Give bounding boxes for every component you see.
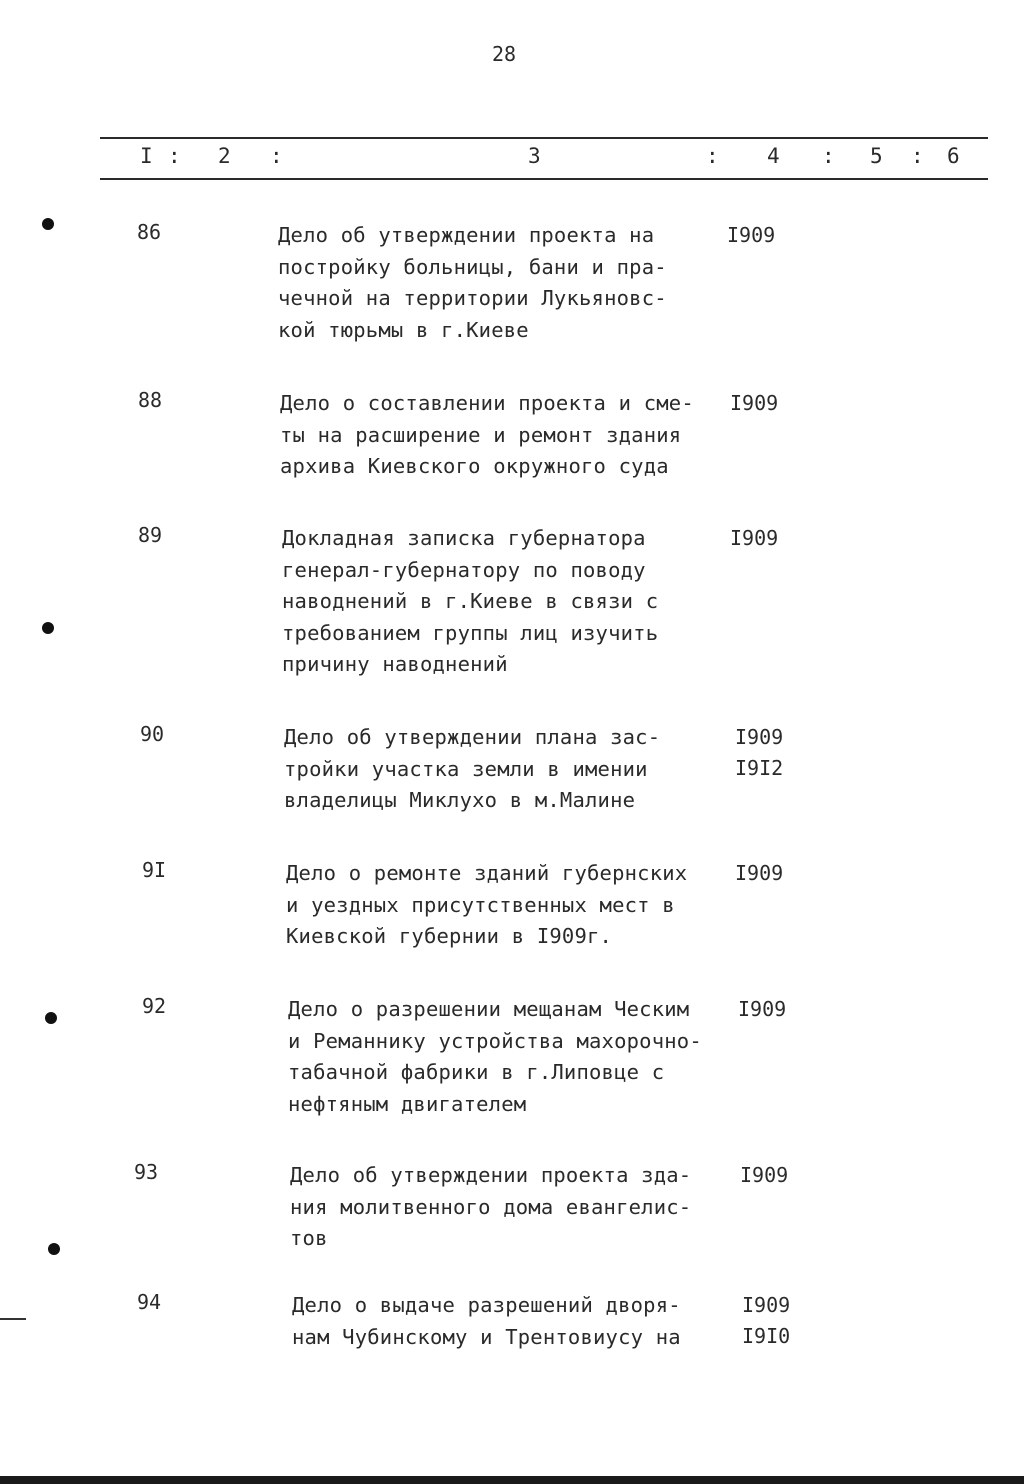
column-separator: : [706, 144, 719, 168]
record-years: I909 [738, 997, 787, 1021]
table-header-bottom-rule [100, 178, 988, 180]
punch-hole-mark [42, 218, 54, 230]
record-title: Дело об утверждении плана зас- тройки участка земли в имении владелицы Миклухо в м.Малине [284, 725, 661, 812]
record-number: 9I [142, 858, 167, 882]
record-number: 92 [142, 994, 167, 1018]
record-number: 94 [137, 1290, 162, 1314]
column-header-3: 3 [528, 144, 541, 168]
scan-bottom-edge [0, 1476, 1024, 1484]
column-separator: : [168, 144, 181, 168]
record-title: Дело о ремонте зданий губернских и уездных присутственных мест в Киевской губернии в I909г. [286, 861, 688, 948]
record-number: 88 [138, 388, 163, 412]
record-title: Дело об утверждении проекта на постройку больницы, бани и пра- чечной на территории Лукьяновс- кой тюрьмы в г.Киеве [278, 223, 667, 342]
record-title: Дело об утверждении проекта зда- ния молитвенного дома евангелис- тов [290, 1163, 692, 1250]
column-separator: : [822, 144, 835, 168]
page-number: 28 [492, 42, 517, 66]
record-years: I909 [727, 223, 776, 247]
punch-hole-mark [45, 1012, 57, 1024]
record-title: Докладная записка губернатора генерал-губернатору по поводу наводнений в г.Киеве в связи с требованием группы лиц изучить причину наводнений [282, 526, 659, 676]
column-header-4: 4 [767, 144, 780, 168]
column-header-5: 5 [870, 144, 883, 168]
record-number: 93 [134, 1160, 159, 1184]
record-years: I909 [730, 391, 779, 415]
record-title: Дело о составлении проекта и сме- ты на расширение и ремонт здания архива Киевского окружного суда [280, 391, 694, 478]
record-number: 86 [137, 220, 162, 244]
record-title: Дело о разрешении мещанам Ческим и Реманнику устройства махорочно- табачной фабрики в г.Липовце с нефтяным двигателем [288, 997, 702, 1116]
record-number: 89 [138, 523, 163, 547]
punch-hole-mark [42, 622, 54, 634]
column-header-1: I [140, 144, 153, 168]
record-title: Дело о выдаче разрешений дворя- нам Чубинскому и Трентовиусу на [292, 1293, 681, 1349]
record-years: I909 I9I2 [735, 725, 784, 780]
record-years: I909 [740, 1163, 789, 1187]
column-header-2: 2 [218, 144, 231, 168]
column-header-row [0, 144, 1024, 174]
column-header-6: 6 [947, 144, 960, 168]
margin-mark [0, 1318, 26, 1320]
record-years: I909 [735, 861, 784, 885]
record-years: I909 [730, 526, 779, 550]
column-separator: : [911, 144, 924, 168]
record-years: I909 I9I0 [742, 1293, 791, 1348]
record-number: 90 [140, 722, 165, 746]
table-top-rule [100, 137, 988, 139]
column-separator: : [270, 144, 283, 168]
punch-hole-mark [48, 1243, 60, 1255]
